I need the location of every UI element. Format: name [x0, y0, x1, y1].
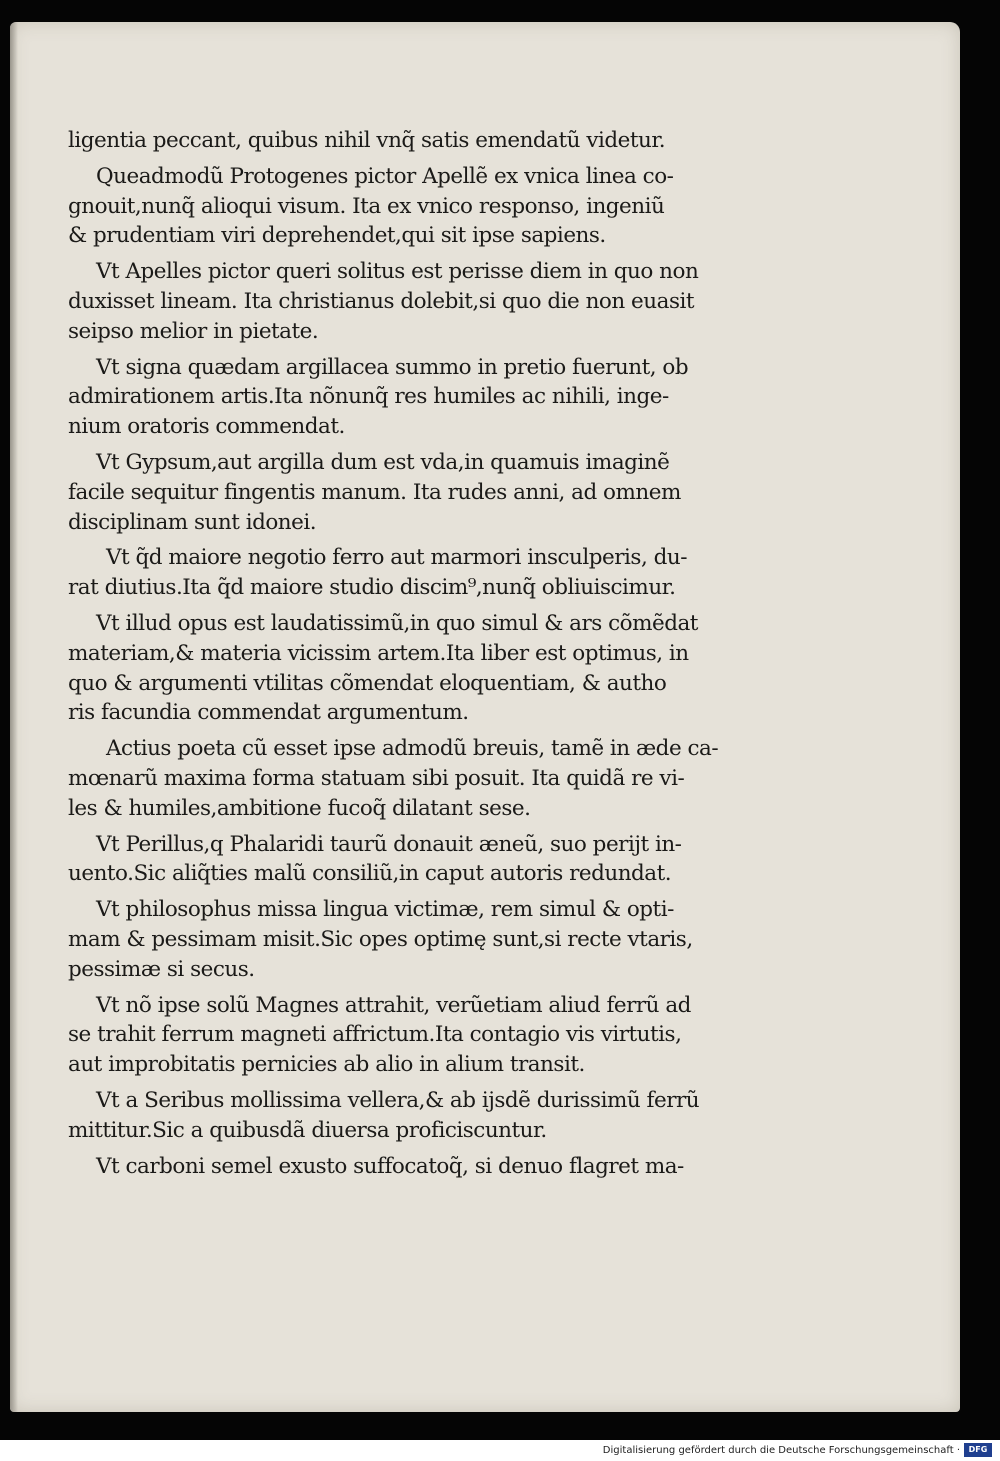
text-line: Vt Perillus,q Phalaridi taurũ donauit æneũ, suo perijt in‐ — [96, 831, 682, 857]
text-line: Vt illud opus est laudatissimũ,in quo simul & ars cõmẽdat — [96, 610, 698, 636]
text-line: quo & argumenti vtilitas cõmendat eloquentiam, & autho — [68, 670, 667, 696]
text-line: materiam,& materia vicissim artem.Ita liber est optimus, in — [68, 640, 689, 666]
text-line: Actius poeta cũ esset ipse admodũ breuis, tamẽ in æde ca‐ — [106, 736, 719, 762]
text-line: seipso melior in pietate. — [68, 318, 319, 344]
text-line: aut improbitatis pernicies ab alio in alium transit. — [68, 1052, 585, 1078]
page-text — [68, 126, 728, 1181]
dfg-logo: DFG — [964, 1443, 992, 1457]
footer-bar — [0, 1440, 1000, 1461]
funding-credit: Digitalisierung gefördert durch die Deutsche Forschungsgemeinschaft · — [602, 1445, 960, 1456]
text-line: ris facundia commendat argumentum. — [68, 700, 469, 726]
text-line: Vt q̃d maiore negotio ferro aut marmori insculperis, du‐ — [106, 545, 687, 571]
text-line: mam & pessimam misit.Sic opes optimę sunt,si recte vtaris, — [68, 926, 693, 952]
text-line: Vt a Seribus mollissima vellera,& ab ijsdẽ durissimũ ferrũ — [96, 1087, 700, 1113]
text-line: uento.Sic aliq̃ties malũ consiliũ,in caput autoris redundat. — [68, 861, 672, 887]
text-line: ligentia peccant, quibus nihil vnq̃ satis emendatũ videtur. — [68, 128, 666, 153]
text-line: duxisset lineam. Ita christianus dolebit,si quo die non euasit — [68, 288, 694, 314]
text-line: disciplinam sunt idonei. — [68, 509, 317, 535]
text-line: gnouit,nunq̃ alioqui visum. Ita ex vnico responso, ingeniũ — [68, 193, 665, 219]
text-line: Queadmodũ Protogenes pictor Apellẽ ex vnica linea co‐ — [96, 163, 674, 189]
text-line: se trahit ferrum magneti affrictum.Ita contagio vis virtutis, — [68, 1022, 682, 1048]
text-line: & prudentiam viri deprehendet,qui sit ipse sapiens. — [68, 223, 606, 249]
text-line: pessimæ si secus. — [68, 956, 255, 982]
text-line: admirationem artis.Ita nõnunq̃ res humiles ac nihili, inge‐ — [68, 384, 669, 410]
book-page — [10, 22, 960, 1412]
text-line: rat diutius.Ita q̃d maiore studio discim⁹,nunq̃ obliuiscimur. — [68, 575, 676, 601]
text-line: Vt nõ ipse solũ Magnes attrahit, verũetiam aliud ferrũ ad — [96, 992, 691, 1018]
text-line: facile sequitur fingentis manum. Ita rudes anni, ad omnem — [68, 479, 681, 505]
text-line: mœnarũ maxima forma statuam sibi posuit. Ita quidã re vi‐ — [68, 765, 685, 791]
text-line: les & humiles,ambitione fucoq̃ dilatant sese. — [68, 795, 531, 821]
text-line: Vt carboni semel exusto suffocatoq̃, si denuo flagret ma‐ — [96, 1153, 684, 1179]
text-line: mittitur.Sic a quibusdã diuersa proficiscuntur. — [68, 1117, 547, 1143]
text-line: Vt signa quædam argillacea summo in pretio fuerunt, ob — [96, 354, 689, 380]
text-line: Vt Apelles pictor queri solitus est perisse diem in quo non — [96, 259, 699, 285]
text-line: Vt Gypsum,aut argilla dum est vda,in quamuis imaginẽ — [96, 449, 670, 475]
text-line: Vt philosophus missa lingua victimæ, rem simul & opti‐ — [96, 897, 674, 923]
text-line: nium oratoris commendat. — [68, 414, 345, 440]
